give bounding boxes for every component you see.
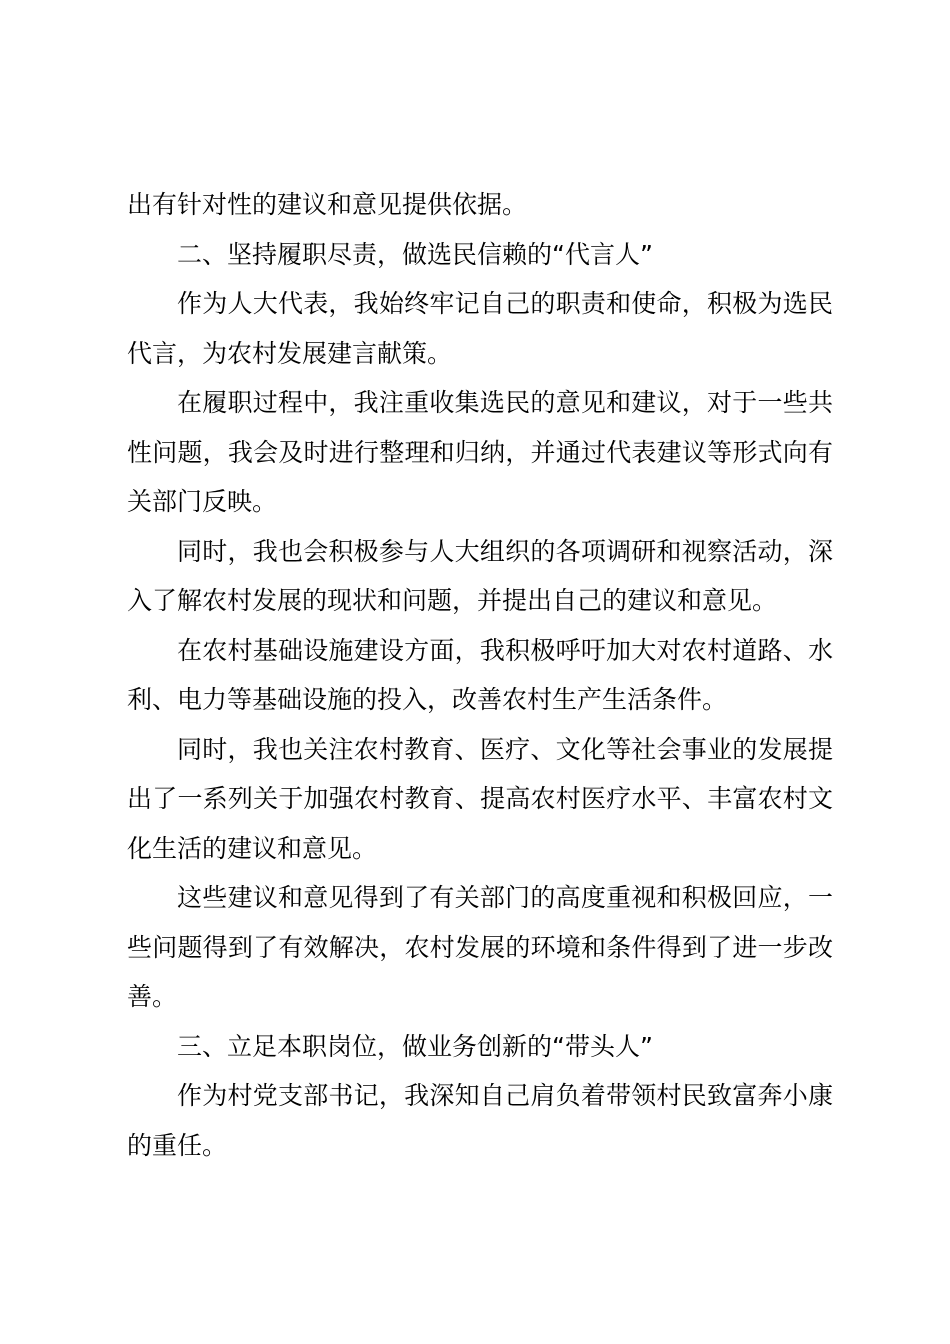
paragraph: 在履职过程中，我注重收集选民的意见和建议，对于一些共性问题，我会及时进行整理和归纳，并通过代表建议等形式向有关部门反映。: [127, 388, 833, 516]
paragraph: 作为人大代表，我始终牢记自己的职责和使命，积极为选民代言，为农村发展建言献策。: [127, 289, 833, 368]
document-body: [127, 180, 833, 1170]
paragraph-continuation: 出有针对性的建议和意见提供依据。: [127, 190, 528, 219]
paragraph: 这些建议和意见得到了有关部门的高度重视和积极回应，一些问题得到了有效解决，农村发展的环境和条件得到了进一步改善。: [127, 883, 833, 1011]
paragraph: 在农村基础设施建设方面，我积极呼吁加大对农村道路、水利、电力等基础设施的投入，改善农村生产生活条件。: [127, 635, 833, 714]
paragraph: 同时，我也会积极参与人大组织的各项调研和视察活动，深入了解农村发展的现状和问题，并提出自己的建议和意见。: [127, 536, 833, 615]
paragraph: 作为村党支部书记，我深知自己肩负着带领村民致富奔小康的重任。: [127, 1081, 833, 1160]
section-heading-2: 二、坚持履职尽责，做选民信赖的“代言人”: [177, 239, 653, 269]
paragraph: 同时，我也关注农村教育、医疗、文化等社会事业的发展提出了一系列关于加强农村教育、提高农村医疗水平、丰富农村文化生活的建议和意见。: [127, 734, 833, 863]
section-heading-3: 三、立足本职岗位，做业务创新的“带头人”: [177, 1031, 653, 1061]
